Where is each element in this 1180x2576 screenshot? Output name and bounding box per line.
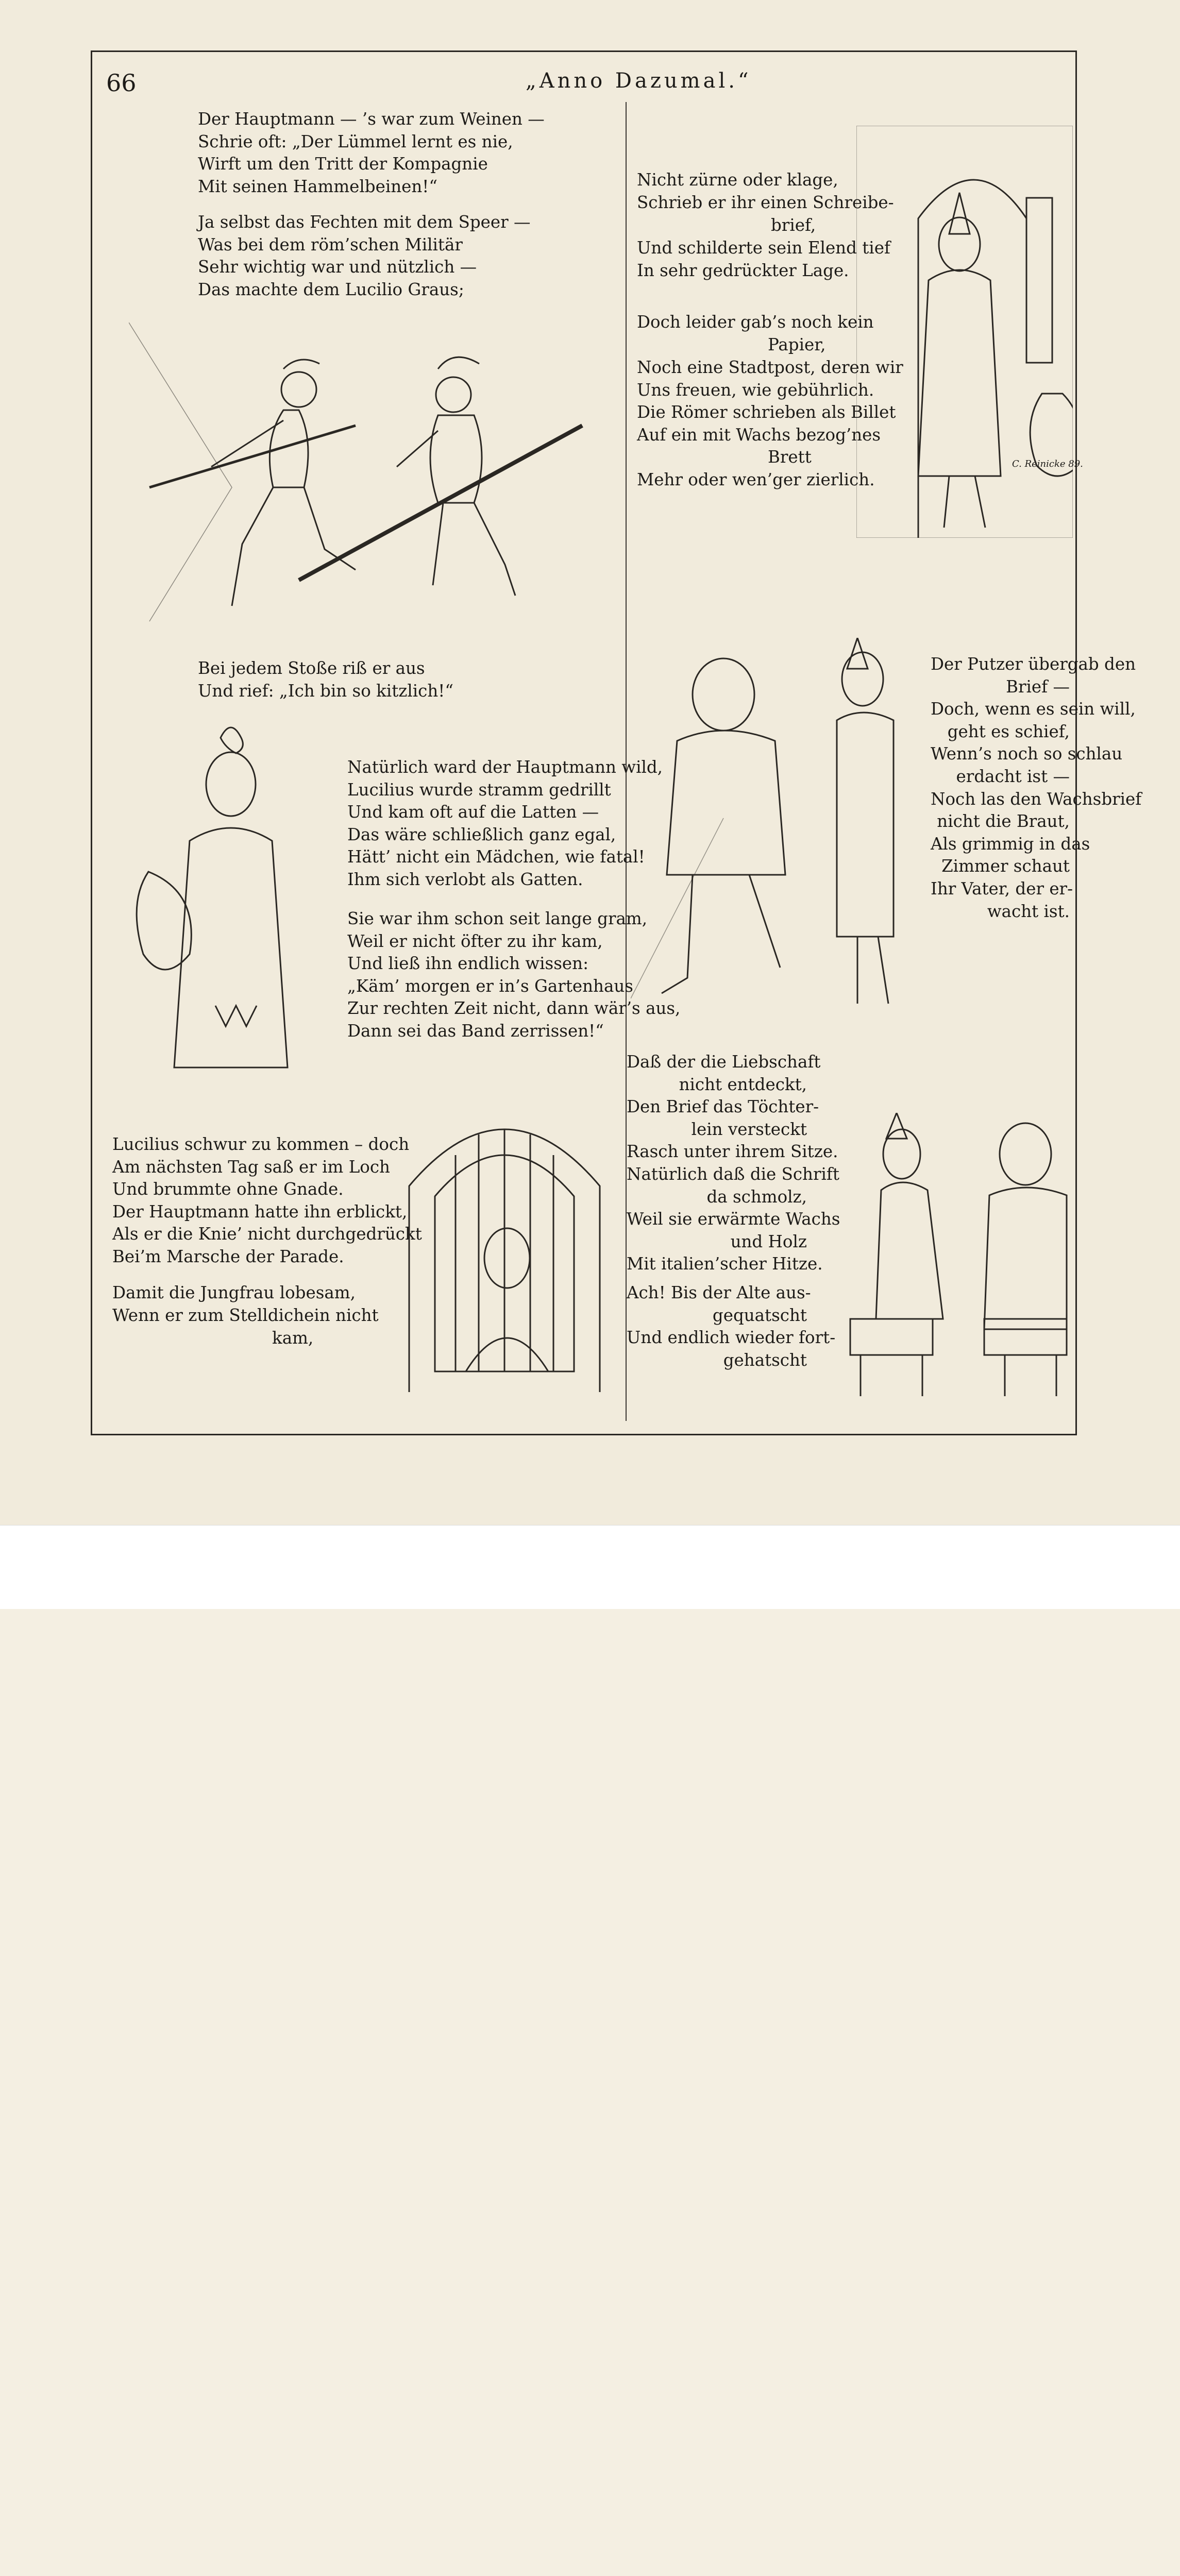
verse-left-5: Sie war ihm schon seit lange gram, Weil er nicht öfter zu ihr kam, Und ließ ihn endlich wissen: „Käm’ morgen er in’s Gartenhaus Zur rechten Zeit nicht, dann wär’s aus, Dann sei das Band zerrissen!“ [347, 909, 681, 1041]
verse-right-1: Nicht zürne oder klage, Schrieb er ihr einen Schreibe- [637, 170, 894, 212]
prison-window-illustration [394, 1093, 615, 1402]
verse-right-1-cont: Und schilderte sein Elend tief In sehr gedrückter Lage. [637, 238, 890, 280]
girl-reading-wax-letter-illustration [856, 126, 1073, 538]
verse-left-7-end: kam, [272, 1328, 314, 1348]
verse-right-2: Doch leider gab’s noch kein [637, 312, 874, 332]
verse-right-3: Der Putzer übergab den Brief — Doch, wenn es sein will, geht es schief, Wenn’s noch so schlau erdacht ist — Noch las den Wachsbrief nicht die Braut, Als grimmig in das Zimmer schaut Ihr Vater, der er- wacht ist. [931, 654, 1142, 921]
verse-right-4: Daß der die Liebschaft nicht entdeckt, Den Brief das Töchter- lein versteckt Rasch unter ihrem Sitze. Natürlich daß die Schrift da schmolz, Weil sie erwärmte Wachs und Holz Mit italien’scher Hitze. [627, 1052, 840, 1274]
verse-right-2-hyphen: Papier, [768, 335, 826, 354]
girl-with-jug-illustration [112, 717, 334, 1073]
fencing-soldiers-illustration [129, 312, 593, 632]
page-title: „Anno Dazumal.“ [526, 69, 752, 93]
verse-left-2: Ja selbst das Fechten mit dem Speer — Was bei dem röm’schen Militär Sehr wichtig war und nützlich — Das machte dem Lucilio Graus; [198, 212, 531, 299]
verse-right-2-cont: Noch eine Stadtpost, deren wir Uns freuen, wie gebührlich. Die Römer schrieben als Billet Auf ein mit Wachs bezog’nes [637, 358, 903, 445]
girl-and-old-man-seated-illustration [830, 1113, 1072, 1406]
verse-right-1-hyphen: brief, [771, 215, 816, 235]
verse-left-7: Damit die Jungfrau lobesam, Wenn er zum Stelldichein nicht [112, 1283, 379, 1325]
page-number: 66 [106, 69, 137, 97]
artist-signature: C. Reinicke 89. [1012, 459, 1083, 469]
verse-left-3: Bei jedem Stoße riß er aus Und rief: „Ich bin so kitzlich!“ [198, 658, 453, 701]
verse-right-2-brett: Brett [768, 447, 812, 467]
verse-right-5: Ach! Bis der Alte aus- gequatscht Und endlich wieder fort- gehatscht [627, 1283, 836, 1370]
verse-left-1: Der Hauptmann — ’s war zum Weinen — Schrie oft: „Der Lümmel lernt es nie, Wirft um den Tritt der Kompagnie Mit seinen Hammelbeinen!“ [198, 109, 545, 196]
library-footer-bar [0, 1525, 1180, 1609]
verse-right-2-end: Mehr oder wen’ger zierlich. [637, 470, 875, 489]
verse-left-4: Natürlich ward der Hauptmann wild, Lucilius wurde stramm gedrillt Und kam oft auf die Latten — Das wäre schließlich ganz egal, Hätt’ nicht ein Mädchen, wie fatal! Ihm sich verlobt als Gatten. [347, 757, 663, 889]
servant-handing-letter-illustration [631, 638, 940, 1009]
verse-left-6: Lucilius schwur zu kommen – doch Am nächsten Tag saß er im Loch Und brummte ohne Gnade. Der Hauptmann hatte ihn erblickt, Als er die Knie’ nicht durchgedrückt Bei’m Marsche der Parade. [112, 1134, 422, 1266]
